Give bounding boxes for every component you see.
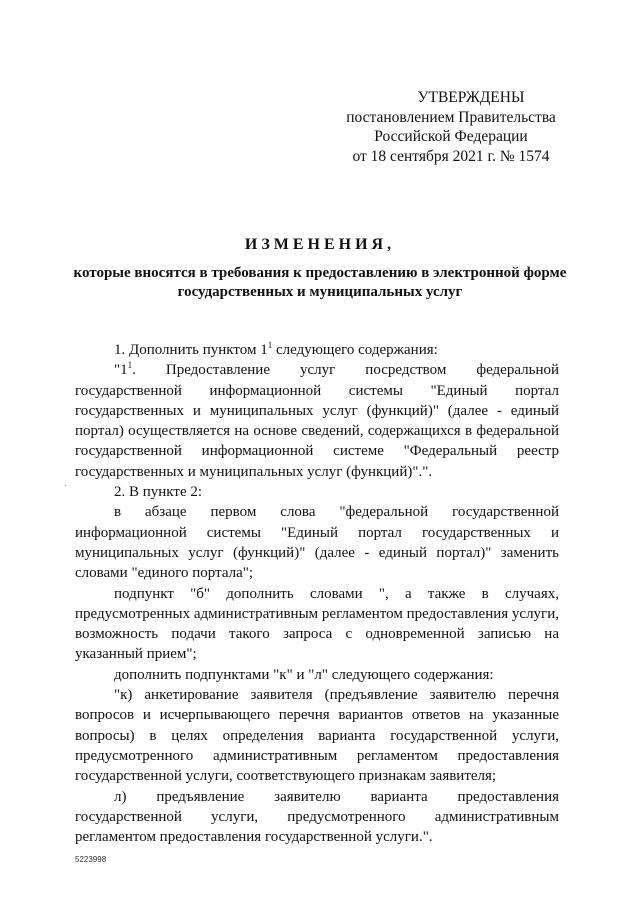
document-id: 5223998 (75, 855, 107, 864)
paragraph-1-text-end: следующего содержания: (272, 342, 438, 358)
paragraph-1-superscript: 1 (267, 340, 273, 350)
paragraph-4: в абзаце первом слова "федеральной государственной информационной системы "Единый портал государственных и муниципальных услуг (функций)" (далее - единый портал)" заменить словами "единого портала"; (75, 504, 559, 582)
paragraph-5: подпункт "б" дополнить словами ", а также в случаях, предусмотренных административным регламентом предоставления услуги, возможность подачи такого запроса с одновременной записью на указанный прием"; (75, 585, 559, 663)
approval-title: УТВЕРЖДЕНЫ (417, 89, 525, 106)
approval-block (336, 88, 566, 166)
paragraph-7: "к) анкетирование заявителя (предъявление заявителю перечня вопросов и исчерпывающего перечня вариантов ответов на указанные вопросы) в целях определения варианта государственной услуги, предусмотренного административным регламентом предоставления государственной услуги, соответствующего признакам заявителя; (75, 687, 559, 785)
paragraph-2-superscript: 1 (127, 360, 133, 371)
paragraph-2-text: "1 (114, 362, 128, 379)
margin-mark: · (64, 481, 68, 492)
document-subtitle: которые вносятся в требования к предоставлению в электронной форме государственных и муниципальных услуг (73, 265, 567, 300)
approval-line-2: Российской Федерации (374, 128, 528, 145)
paragraph-1 (75, 340, 559, 360)
document-body (75, 340, 559, 847)
approval-line-1: постановлением Правительства (346, 108, 556, 126)
approval-line-3: от 18 сентября 2021 г. № 1574 (352, 147, 550, 165)
paragraph-6: дополнить подпунктами "к" и "л" следующего содержания: (114, 666, 494, 683)
document-title: ИЗМЕНЕНИЯ, (244, 236, 396, 253)
paragraph-3: 2. В пункте 2: (114, 484, 203, 501)
paragraph-8: л) предъявление заявителю варианта предоставления государственной услуги, предусмотренного административным регламентом предоставления государственной услуги.". (75, 788, 559, 846)
paragraph-1-text: 1. Дополнить пунктом 1 (114, 342, 268, 358)
paragraph-2 (75, 360, 559, 482)
paragraph-2-text-end: . Предоставление услуг посредством федеральной государственной информационной системы "Единый портал государственных и муниципальных услуг (функций)" (далее - единый портал) осуществляется на основе сведений, содержащихся в федеральной государственной информационной системе "Федеральный реестр государственных и муниципальных услуг (функций)".". (75, 362, 559, 480)
